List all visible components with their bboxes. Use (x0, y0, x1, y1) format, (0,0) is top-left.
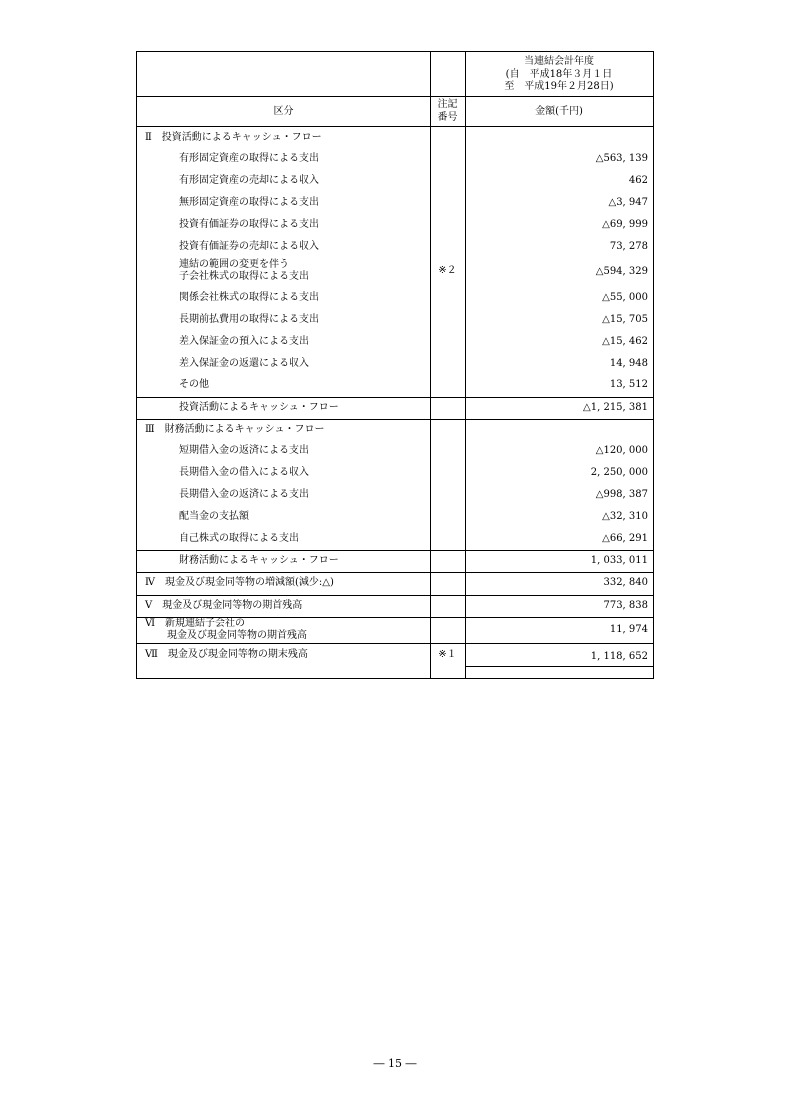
row-label: 配当金の支払額 (179, 511, 249, 522)
row-amount: △15, 462 (602, 336, 648, 347)
subtotal-amount: △1, 215, 381 (583, 402, 648, 413)
row-label: 有形固定資産の取得による支出 (179, 153, 319, 164)
row-amount: △3, 947 (608, 197, 648, 208)
row-divider (137, 96, 653, 97)
row-amount: △594, 329 (595, 266, 648, 277)
row-label-line2: 子会社株式の取得による支出 (179, 271, 309, 282)
summary-label-line2: 現金及び現金同等物の期首残高 (167, 630, 307, 641)
row-amount: 73, 278 (609, 241, 648, 252)
note-header-line2: 番号 (437, 112, 458, 123)
row-amount: △15, 705 (602, 314, 648, 325)
row-label: 関係会社株式の取得による支出 (179, 292, 319, 303)
row-label: 連結の範囲の変更を伴う (179, 259, 289, 270)
row-label: 投資有価証券の取得による支出 (179, 219, 319, 230)
row-divider (137, 595, 653, 596)
page-number: ― 15 ― (373, 1057, 417, 1070)
summary-amount: 773, 838 (603, 600, 648, 611)
row-amount: △120, 000 (595, 445, 648, 456)
summary-amount: 11, 974 (609, 624, 648, 635)
row-label: 差入保証金の預入による支出 (179, 336, 309, 347)
row-amount: 13, 512 (609, 379, 648, 390)
investing-heading: Ⅱ 投資活動によるキャッシュ・フロー (145, 132, 322, 143)
row-amount: △563, 139 (595, 153, 648, 164)
summary-label: Ⅴ 現金及び現金同等物の期首残高 (145, 600, 303, 611)
row-amount: 14, 948 (609, 358, 648, 369)
category-header: 区分 (273, 106, 294, 117)
period-title: 当連結会計年度 (524, 56, 594, 67)
column-divider (430, 52, 431, 678)
amount-header: 金額(千円) (535, 106, 583, 117)
period-from: (自 平成18年３月１日 (505, 69, 613, 80)
row-label: 有形固定資産の売却による収入 (179, 175, 319, 186)
row-divider (137, 550, 653, 551)
row-amount: △32, 310 (602, 511, 648, 522)
note-ref: ※２ (438, 265, 457, 276)
row-divider (137, 572, 653, 573)
row-label: 投資有価証券の売却による収入 (179, 241, 319, 252)
financing-heading: Ⅲ 財務活動によるキャッシュ・フロー (145, 424, 325, 435)
row-label: 無形固定資産の取得による支出 (179, 197, 319, 208)
row-label: 長期前払費用の取得による支出 (179, 314, 319, 325)
row-label: 差入保証金の返還による収入 (179, 358, 309, 369)
row-divider (465, 666, 653, 667)
summary-label: Ⅵ 新規連結子会社の (145, 618, 246, 629)
subtotal-label: 投資活動によるキャッシュ・フロー (179, 402, 339, 413)
row-amount: 2, 250, 000 (590, 467, 648, 478)
row-amount: △66, 291 (602, 533, 648, 544)
row-label: 長期借入金の借入による収入 (179, 467, 309, 478)
row-divider (137, 643, 653, 644)
cash-flow-table (136, 51, 654, 679)
row-label: 長期借入金の返済による支出 (179, 489, 309, 500)
row-divider (137, 126, 653, 127)
note-header-line1: 注記 (437, 99, 458, 110)
row-label: 短期借入金の返済による支出 (179, 445, 309, 456)
summary-label: Ⅳ 現金及び現金同等物の増減額(減少:△) (145, 577, 334, 588)
summary-label: Ⅶ 現金及び現金同等物の期末残高 (145, 649, 308, 660)
row-amount: 462 (628, 175, 648, 186)
row-label: 自己株式の取得による支出 (179, 533, 299, 544)
row-label: その他 (179, 379, 209, 390)
summary-amount: 332, 840 (603, 577, 648, 588)
note-ref: ※１ (438, 649, 457, 660)
row-amount: △998, 387 (595, 489, 648, 500)
subtotal-amount: 1, 033, 011 (590, 555, 648, 566)
row-divider (137, 419, 653, 420)
row-divider (137, 397, 653, 398)
subtotal-label: 財務活動によるキャッシュ・フロー (179, 555, 339, 566)
row-amount: △69, 999 (602, 219, 648, 230)
summary-amount: 1, 118, 652 (590, 651, 648, 662)
period-to: 至 平成19年２月28日) (504, 81, 614, 92)
row-amount: △55, 000 (602, 292, 648, 303)
column-divider (465, 52, 466, 678)
